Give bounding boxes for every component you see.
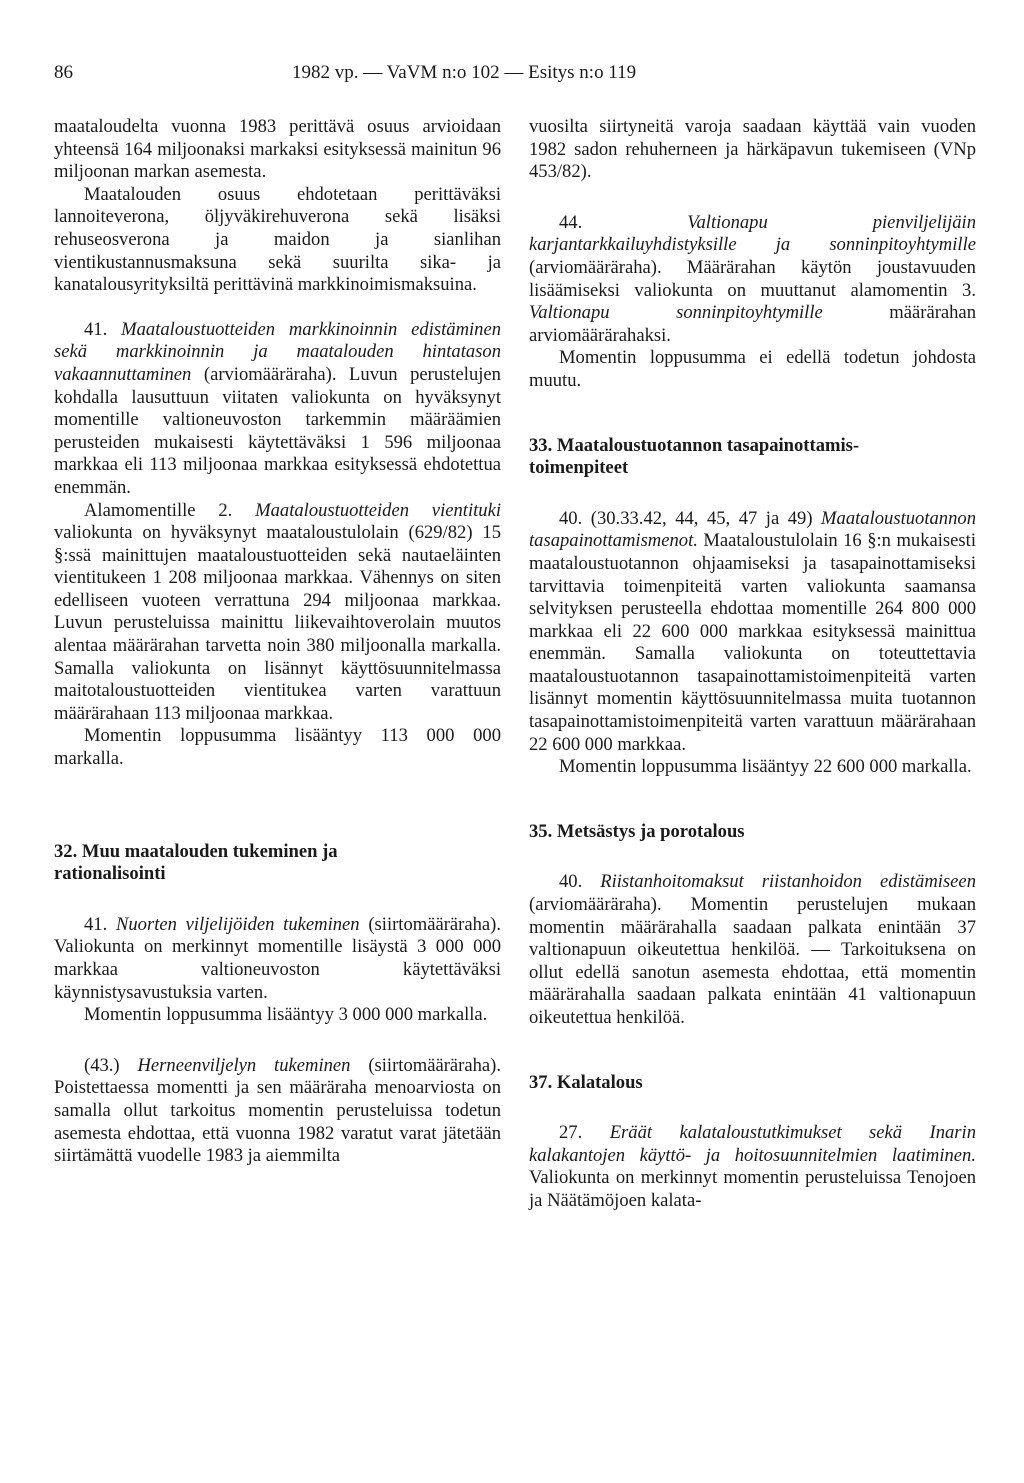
moment-total: Momentin loppusumma lisääntyy 113 000 000 markalla. (54, 725, 501, 770)
submoment-title: Maataloustuotteiden vientituki (255, 499, 501, 521)
moment-type: (siirtomääräraha). (368, 1054, 501, 1076)
running-head: 1982 vp. — VaVM n:o 102 — Esitys n:o 119 (292, 62, 637, 83)
moment-type: (arviomääräraha). (203, 363, 337, 385)
moment-number: 44. (559, 211, 583, 233)
moment-number: 41. (84, 318, 108, 340)
moment-44-entry (529, 212, 976, 348)
chapter-title-line-2: rationalisointi (54, 863, 166, 885)
moment-title: Riistanhoitomaksut riistanhoidon edistämiseen (600, 871, 976, 893)
moment-text: Maataloustulolain 16 §:n mukaisesti maataloustuotannon ohjaamiseksi ja tasapainottamiseksi tarvittavia toimenpiteitä varten valiokunta saamansa selvityksen perusteella ehdottaa momentille 264 800 000 markkaa eli 22 600 000 markkaa esityksessä mainittua enemmän. Samalla valiokunta on toteuttettavia maataloustuotannon tasapainottamistoimenpiteitä varten lisännyt momentin käyttösuunnitelmassa muita tuotannon tasapainottamistoimenpiteitä varten varattuun määrärahaan 22 600 000 markkaa. (529, 530, 976, 755)
moment-number: (43.) (84, 1054, 120, 1076)
paragraph: vuosilta siirtyneitä varoja saadaan käyttää vain vuoden 1982 sadon rehuherneen ja härkäpavun tukemiseen (VNp 453/82). (529, 116, 976, 183)
moment-27-entry (529, 1122, 976, 1212)
chapter-title: 33. Maataloustuotannon tasapainottamis- (529, 434, 860, 456)
moment-title: Valtionapu pienviljelijäin karjantarkkailuyhdistyksille ja sonninpitoyhtymille (529, 211, 976, 256)
moment-type: (arviomääräraha). (529, 894, 662, 916)
moment-title: Maataloustuotannon tasapainottamismenot. (529, 507, 976, 552)
moment-41b-entry (54, 914, 501, 1004)
moment-text: Poistettaessa momentti ja sen määräraha menoarviosta on samalla ollut tarkoitus momentin perusteluissa todetun asemesta ehdottaa, että vuonna 1982 varatut varat jätetään siirtämättä vuodelle 1983 ja aiemmilta (54, 1077, 501, 1167)
paragraph: maataloudelta vuonna 1983 perittävä osuus arvioidaan yhteensä 164 miljoonaksi markaksi esityksessä mainitun 96 miljoonan markan asemesta. (54, 116, 501, 183)
moment-total: Momentin loppusumma lisääntyy 3 000 000 markalla. (84, 1004, 488, 1026)
moment-text: Valiokunta on merkinnyt momentille lisäystä 3 000 000 markkaa valtioneuvoston käytettäväksi käynnistysavustuksia varten. (54, 936, 501, 1003)
submoment-text: valiokunta on hyväksynyt maataloustulolain (629/82) 15 §:ssä mainittujen maataloustuotteiden sekä nautaeläinten vientitukeen 1 208 miljoonaa markkaa. Vähennys on siten edelliseen vuoteen verrattuna 294 miljoonaa markkaa. Luvun perusteluissa mainittu liikevaihtoverolain muutos alentaa määrärahan tarvetta noin 380 miljoonalla markalla. Samalla valiokunta on lisännyt käyttösuunnitelmassa maitotaloustuotteiden vientitukea varten varattuun määrärahaan 113 miljoonaa markkaa. (54, 522, 501, 724)
submoment-lead: Alamomentille 2. (84, 499, 233, 521)
chapter-title: 35. Metsästys ja porotalous (529, 820, 745, 842)
moment-number: 40. (559, 507, 583, 529)
moment-total: Momentin loppusumma ei edellä todetun johdosta muutu. (529, 347, 976, 391)
moment-number: 41. (84, 913, 108, 935)
page-number: 86 (54, 62, 73, 83)
chapter-title: 37. Kalatalous (529, 1071, 643, 1093)
moment-title: Nuorten viljelijöiden tukeminen (115, 913, 360, 935)
chapter-title: 32. Muu maatalouden tukeminen ja (54, 840, 338, 862)
moment-title: Maataloustuotteiden markkinoinnin edistäminen sekä markkinoinnin ja maatalouden hintatason vakaannuttaminen (54, 318, 502, 385)
moment-type: (arviomääräraha). (529, 256, 662, 278)
moment-number: 40. (559, 871, 583, 893)
moment-43-entry (54, 1055, 501, 1168)
left-column (54, 116, 501, 1168)
moment-41-entry (54, 319, 501, 500)
moment-text: Luvun perustelujen kohdalla lausuttuun viitaten valiokunta on hyväksynyt momentille valtioneuvoston tarkemmin määräämien perusteiden mukaisesti käytettäväksi 1 596 miljoonaa markkaa eli 113 miljoonaa markkaa esityksessä ehdotettua enemmän. (54, 363, 501, 498)
paragraph: Maatalouden osuus ehdotetaan perittäväksi lannoiteverona, öljyväkirehuverona sekä lisäksi rehuseosverona ja maidon ja sianlihan vientikustannusmaksuna sekä suurilta sika- ja kanatalousyrityksiltä perittävinä markkinoimismaksuina. (54, 183, 501, 296)
moment-total: Momentin loppusumma lisääntyy 22 600 000 markalla. (559, 756, 972, 778)
moment-text-end: määrärahan arviomäärärahaksi. (529, 302, 976, 346)
moment-title: Herneenviljelyn tukeminen (137, 1054, 351, 1076)
moment-text: Valiokunta on merkinnyt momentin perusteluissa Tenojoen ja Näätämöjoen kalata- (529, 1167, 976, 1211)
moment-title: Eräät kalataloustutkimukset sekä Inarin kalakantojen käyttö- ja hoitosuunnitelmien laatiminen. (529, 1122, 976, 1166)
right-column (529, 116, 976, 1213)
moment-number: 27. (559, 1122, 583, 1144)
moment-reference: (30.33.42, 44, 45, 47 ja 49) (590, 507, 813, 529)
submoment-title: Valtionapu sonninpitoyhtymille (529, 302, 823, 324)
moment-text: Momentin perustelujen mukaan momentin määrärahalla saadaan palkata enintään 37 valtionapuun oikeutettua henkilöä. — Tarkoituksena on ollut edellä sanotun asemesta ehdottaa, että momentin määrärahalla saadaan palkata enintään 41 valtionapuun oikeutettua henkilöä. (529, 894, 976, 1028)
page-header (54, 62, 970, 92)
moment-text: Määrärahan käytön joustavuuden lisäämiseksi valiokunta on muuttanut alamomentin 3. (529, 256, 976, 301)
moment-40-entry (529, 508, 976, 757)
moment-type: (siirtomääräraha). (368, 913, 502, 935)
chapter-title-line-2: toimenpiteet (529, 457, 629, 479)
moment-40b-entry (529, 871, 976, 1029)
submoment-entry (54, 500, 501, 726)
